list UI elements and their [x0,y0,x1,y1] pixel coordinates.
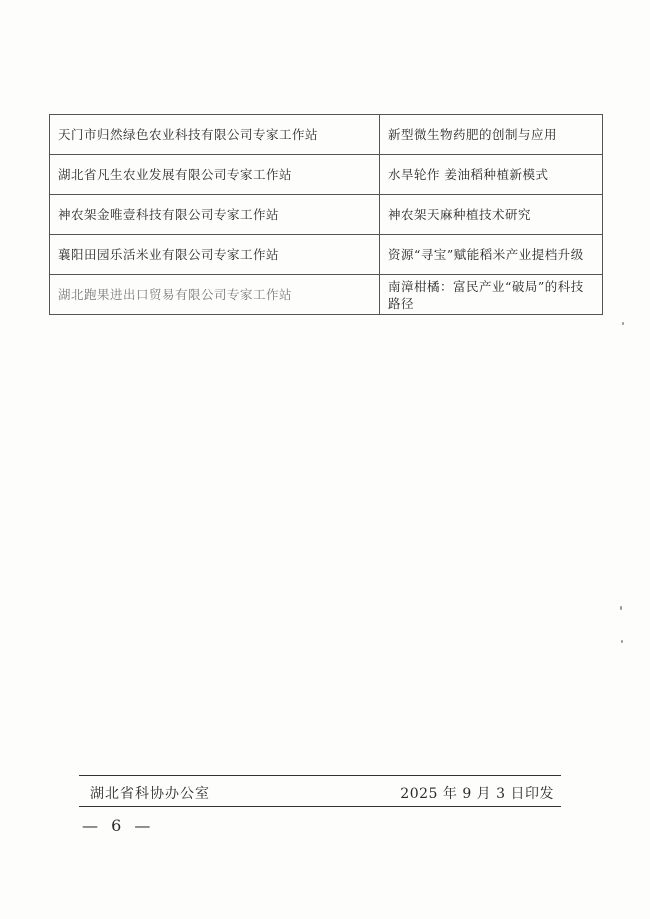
footer-bottom-rule [79,806,561,807]
print-date: 2025 年 9 月 3 日印发 [400,786,554,802]
station-name-cell: 襄阳田园乐活米业有限公司专家工作站 [50,235,380,275]
scan-speck [621,640,623,643]
table-row [50,235,603,275]
research-topic-cell: 神农架天麻种植技术研究 [380,195,603,235]
scan-speck [620,606,622,610]
table-row [50,155,603,195]
scan-speck [622,322,624,325]
table-row [50,275,603,315]
research-topic-cell: 南漳柑橘：富民产业“破局”的科技路径 [380,275,603,315]
table-row [50,115,603,155]
station-name-cell: 天门市归然绿色农业科技有限公司专家工作站 [50,115,380,155]
expert-station-table [49,114,603,315]
research-topic-cell: 资源“寻宝”赋能稻米产业提档升级 [380,235,603,275]
station-name-cell: 神农架金唯壹科技有限公司专家工作站 [50,195,380,235]
footer-top-rule [79,775,561,776]
station-name-cell: 湖北省凡生农业发展有限公司专家工作站 [50,155,380,195]
page-number: — 6 — [82,816,155,835]
table-row [50,195,603,235]
issuing-office: 湖北省科协办公室 [90,786,210,802]
research-topic-cell: 水旱轮作 姜油稻种植新模式 [380,155,603,195]
station-name-cell: 湖北跑果进出口贸易有限公司专家工作站 [50,275,380,315]
research-topic-cell: 新型微生物药肥的创制与应用 [380,115,603,155]
